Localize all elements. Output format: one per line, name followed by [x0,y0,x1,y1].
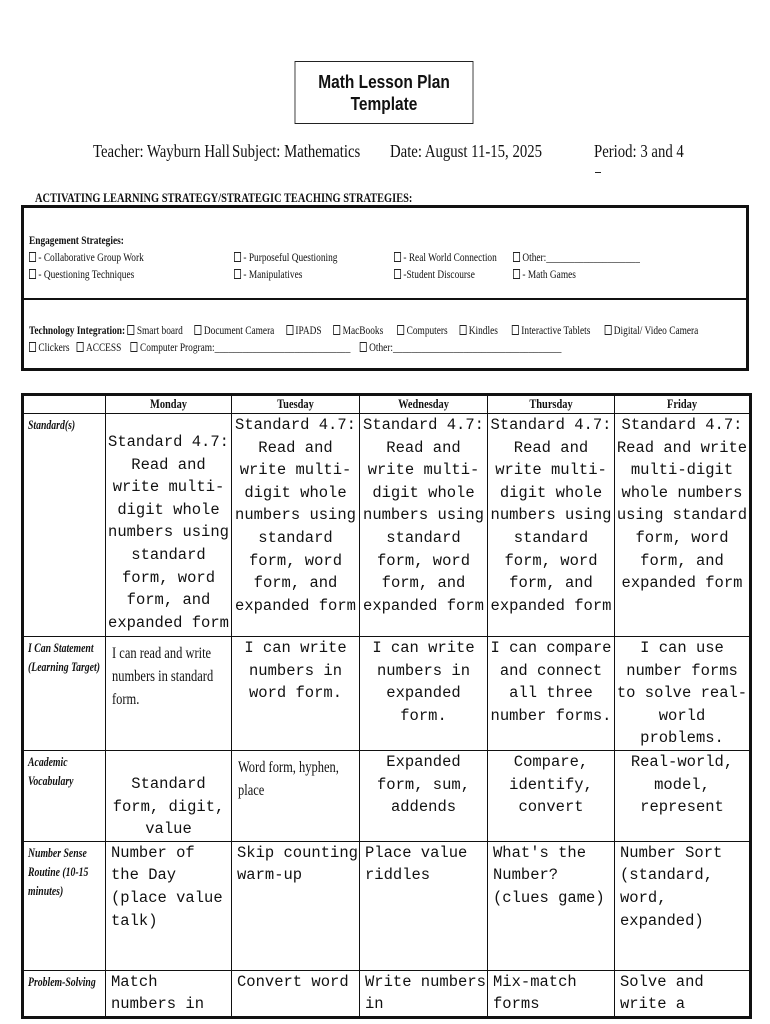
table-row [23,637,751,751]
checkbox-icon[interactable] [394,269,401,279]
table-row [23,970,751,1017]
divider [24,298,746,300]
table-cell: Standard 4.7: Read and write multi-digit whole numbers using standard form, word form, and expanded form [232,414,360,637]
table-cell: Solve and write a [615,970,751,1017]
engagement-option[interactable]: -Student Discourse [394,267,475,282]
checkbox-icon[interactable] [29,269,36,279]
table-cell: Real-world, model, represent [615,750,751,841]
checkbox-icon[interactable] [286,325,293,335]
table-cell: Number of the Day (place value talk) [106,841,232,970]
day-header: Thursday [488,395,615,414]
checkbox-icon[interactable] [604,325,611,335]
corner-cell [23,395,106,414]
checkbox-icon[interactable] [360,342,367,352]
table-cell: Skip counting warm-up [232,841,360,970]
checkbox-icon[interactable] [512,325,519,335]
table-row [23,414,751,637]
engagement-option[interactable]: - Real World Connection [394,250,497,265]
engagement-label: Engagement Strategies: [29,233,124,247]
table-row [23,750,751,841]
table-cell: Expanded form, sum, addends [360,750,488,841]
strategies-box [21,205,749,371]
table-cell: Standard 4.7: Read and write multi-digit whole numbers using standard form, word form, and expanded form [360,414,488,637]
technology-label: Technology Integration: [29,323,126,337]
row-label: Number Sense Routine (10-15 minutes) [23,841,106,970]
subject-label: Subject: Mathematics [232,141,361,161]
checkbox-icon[interactable] [234,269,241,279]
table-cell: I can compare and connect all three number forms. [488,637,615,751]
period-label: Period: 3 and 4 [594,141,684,161]
date-label: Date: August 11-15, 2025 [390,141,542,161]
checkbox-icon[interactable] [131,342,138,352]
engagement-option[interactable]: - Math Games [513,267,576,282]
engagement-option[interactable]: - Purposeful Questioning [234,250,337,265]
table-cell: Match numbers in [106,970,232,1017]
table-cell: Write numbers in [360,970,488,1017]
checkbox-icon[interactable] [459,325,466,335]
day-header: Friday [615,395,751,414]
table-cell: Standard form, digit, value [106,750,232,841]
table-cell: Standard 4.7: Read and write multi-digit whole numbers using standard form, word form, and expanded form [615,414,751,637]
title-line-1: Math Lesson Plan [318,72,450,92]
document-title [295,61,474,124]
day-header: Wednesday [360,395,488,414]
title-line-2: Template [350,94,418,114]
technology-row-2: Clickers ACCESS Computer Program:_____________________________ Other:____________________________________ [29,340,561,355]
lesson-plan-table [21,393,752,1019]
table-cell: I can read and write numbers in standard form. [106,637,232,751]
table-cell: Mix-match forms [488,970,615,1017]
table-cell: Compare, identify, convert [488,750,615,841]
table-cell: Place value riddles [360,841,488,970]
underline-mark [595,172,601,173]
table-cell: I can write numbers in word form. [232,637,360,751]
row-label: I Can Statement (Learning Target) [23,637,106,751]
table-cell: Convert word [232,970,360,1017]
checkbox-icon[interactable] [394,252,401,262]
activating-strategies-heading: ACTIVATING LEARNING STRATEGY/STRATEGIC TEACHING STRATEGIES: [35,190,413,205]
engagement-option[interactable]: - Questioning Techniques [29,267,134,282]
checkbox-icon[interactable] [397,325,404,335]
table-cell: I can write numbers in expanded form. [360,637,488,751]
engagement-option[interactable]: Other:____________________ [513,250,640,265]
technology-row-1: Technology Integration: Smart board Document Camera IPADS MacBooks Computers Kindles Interactive Tablets Digital/ Video Camera [29,323,699,337]
table-cell: Word form, hyphen, place [232,750,360,841]
checkbox-icon[interactable] [195,325,202,335]
day-header: Tuesday [232,395,360,414]
table-cell: Standard 4.7: Read and write multi-digit whole numbers using standard form, word form, and expanded form [488,414,615,637]
engagement-option[interactable]: - Manipulatives [234,267,302,282]
engagement-option[interactable]: - Collaborative Group Work [29,250,144,265]
table-header-row [23,395,751,414]
checkbox-icon[interactable] [513,269,520,279]
table-row [23,841,751,970]
row-label: Academic Vocabulary [23,750,106,841]
checkbox-icon[interactable] [29,342,36,352]
day-header: Monday [106,395,232,414]
checkbox-icon[interactable] [29,252,36,262]
row-label: Problem-Solving [23,970,106,1017]
checkbox-icon[interactable] [333,325,340,335]
table-cell: Number Sort (standard, word, expanded) [615,841,751,970]
table-cell: Standard 4.7: Read and write multi-digit whole numbers using standard form, word form, and expanded form [106,414,232,637]
row-label: Standard(s) [23,414,106,637]
table-cell: What's the Number? (clues game) [488,841,615,970]
checkbox-icon[interactable] [127,325,134,335]
checkbox-icon[interactable] [234,252,241,262]
table-cell: I can use number forms to solve real-world problems. [615,637,751,751]
teacher-label: Teacher: Wayburn Hall [93,141,230,161]
checkbox-icon[interactable] [513,252,520,262]
checkbox-icon[interactable] [77,342,84,352]
